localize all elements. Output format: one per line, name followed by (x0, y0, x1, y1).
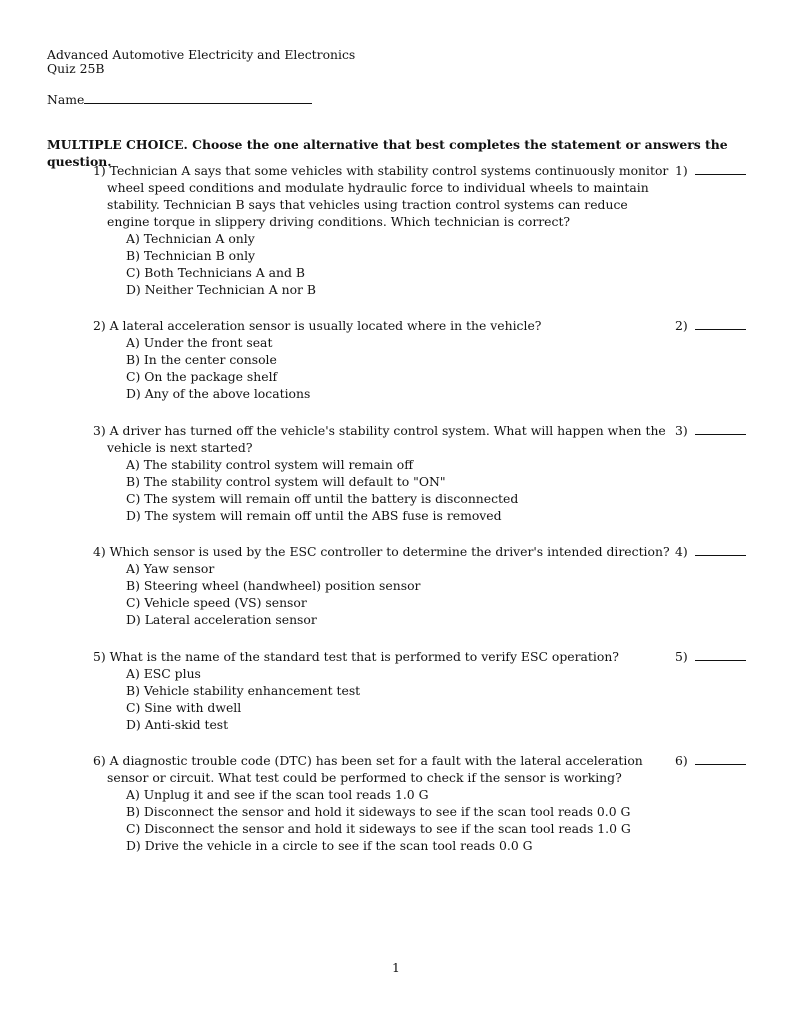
option-list (126, 560, 673, 628)
course-title: Advanced Automotive Electricity and Electronics (47, 47, 356, 62)
answer-slot-3 (675, 422, 747, 439)
question-2 (93, 317, 673, 402)
name-label: Name (47, 92, 85, 107)
option-c: C) Both Technicians A and B (126, 265, 306, 280)
option-a: A) ESC plus (126, 666, 201, 681)
question-1 (93, 162, 673, 298)
question-3 (93, 422, 673, 524)
option-b: B) In the center console (126, 352, 277, 367)
question-stem: 2) A lateral acceleration sensor is usually located where in the vehicle? (93, 318, 542, 333)
option-c: C) The system will remain off until the battery is disconnected (126, 491, 519, 506)
option-a: A) The stability control system will remain off (126, 457, 414, 472)
question-stem: 5) What is the name of the standard test that is performed to verify ESC operation? (93, 649, 619, 664)
option-b: B) Disconnect the sensor and hold it sideways to see if the scan tool reads 0.0 G (126, 804, 631, 819)
question-stem: 1) Technician A says that some vehicles with stability control systems continuously monitor wheel speed conditions and modulate hydraulic force to individual wheels to maintain stability. Technician B says that vehicles using traction control systems can reduce engine torque in slippery driving conditions. Which technician is correct? (93, 163, 669, 229)
name-field-row (47, 91, 312, 107)
option-a: A) Under the front seat (126, 335, 273, 350)
option-list (126, 456, 673, 524)
answer-number: 5) (675, 649, 688, 664)
option-a: A) Yaw sensor (126, 561, 215, 576)
answer-blank[interactable] (695, 162, 746, 175)
option-d: D) Anti-skid test (126, 717, 229, 732)
answer-number: 1) (675, 163, 688, 178)
instructions: MULTIPLE CHOICE. Choose the one alternative that best completes the statement or answers the question. (47, 137, 728, 169)
question-stem: 3) A driver has turned off the vehicle's stability control system. What will happen when the vehicle is next started? (93, 423, 666, 455)
answer-blank[interactable] (695, 317, 746, 330)
option-c: C) Sine with dwell (126, 700, 242, 715)
page-number: 1 (392, 960, 400, 975)
option-d: D) Any of the above locations (126, 386, 311, 401)
question-4 (93, 543, 673, 628)
answer-slot-2 (675, 317, 747, 334)
answer-number: 4) (675, 544, 688, 559)
answer-slot-4 (675, 543, 747, 560)
option-b: B) The stability control system will default to "ON" (126, 474, 446, 489)
question-stem: 4) Which sensor is used by the ESC controller to determine the driver's intended direction? (93, 544, 670, 559)
question-stem: 6) A diagnostic trouble code (DTC) has been set for a fault with the lateral acceleration sensor or circuit. What test could be performed to check if the sensor is working? (93, 753, 643, 785)
option-d: D) Drive the vehicle in a circle to see if the scan tool reads 0.0 G (126, 838, 533, 853)
question-6 (93, 752, 673, 854)
answer-slot-1 (675, 162, 747, 179)
option-list (126, 334, 673, 402)
answer-blank[interactable] (695, 543, 746, 556)
option-b: B) Technician B only (126, 248, 256, 263)
answer-slot-5 (675, 648, 747, 665)
answer-blank[interactable] (695, 752, 746, 765)
answer-slot-6 (675, 752, 747, 769)
option-d: D) Lateral acceleration sensor (126, 612, 317, 627)
answer-number: 3) (675, 423, 688, 438)
name-blank-line[interactable] (84, 91, 312, 104)
option-c: C) On the package shelf (126, 369, 278, 384)
option-a: A) Unplug it and see if the scan tool reads 1.0 G (126, 787, 429, 802)
option-c: C) Disconnect the sensor and hold it sideways to see if the scan tool reads 1.0 G (126, 821, 631, 836)
option-b: B) Vehicle stability enhancement test (126, 683, 361, 698)
option-list (126, 230, 673, 298)
option-a: A) Technician A only (126, 231, 255, 246)
option-d: D) Neither Technician A nor B (126, 282, 316, 297)
option-d: D) The system will remain off until the ABS fuse is removed (126, 508, 502, 523)
answer-blank[interactable] (695, 422, 746, 435)
answer-number: 2) (675, 318, 688, 333)
question-5 (93, 648, 673, 733)
option-b: B) Steering wheel (handwheel) position sensor (126, 578, 421, 593)
quiz-title: Quiz 25B (47, 61, 105, 76)
option-list (126, 786, 673, 854)
option-list (126, 665, 673, 733)
document-header (47, 48, 355, 76)
answer-blank[interactable] (695, 648, 746, 661)
answer-number: 6) (675, 753, 688, 768)
option-c: C) Vehicle speed (VS) sensor (126, 595, 307, 610)
